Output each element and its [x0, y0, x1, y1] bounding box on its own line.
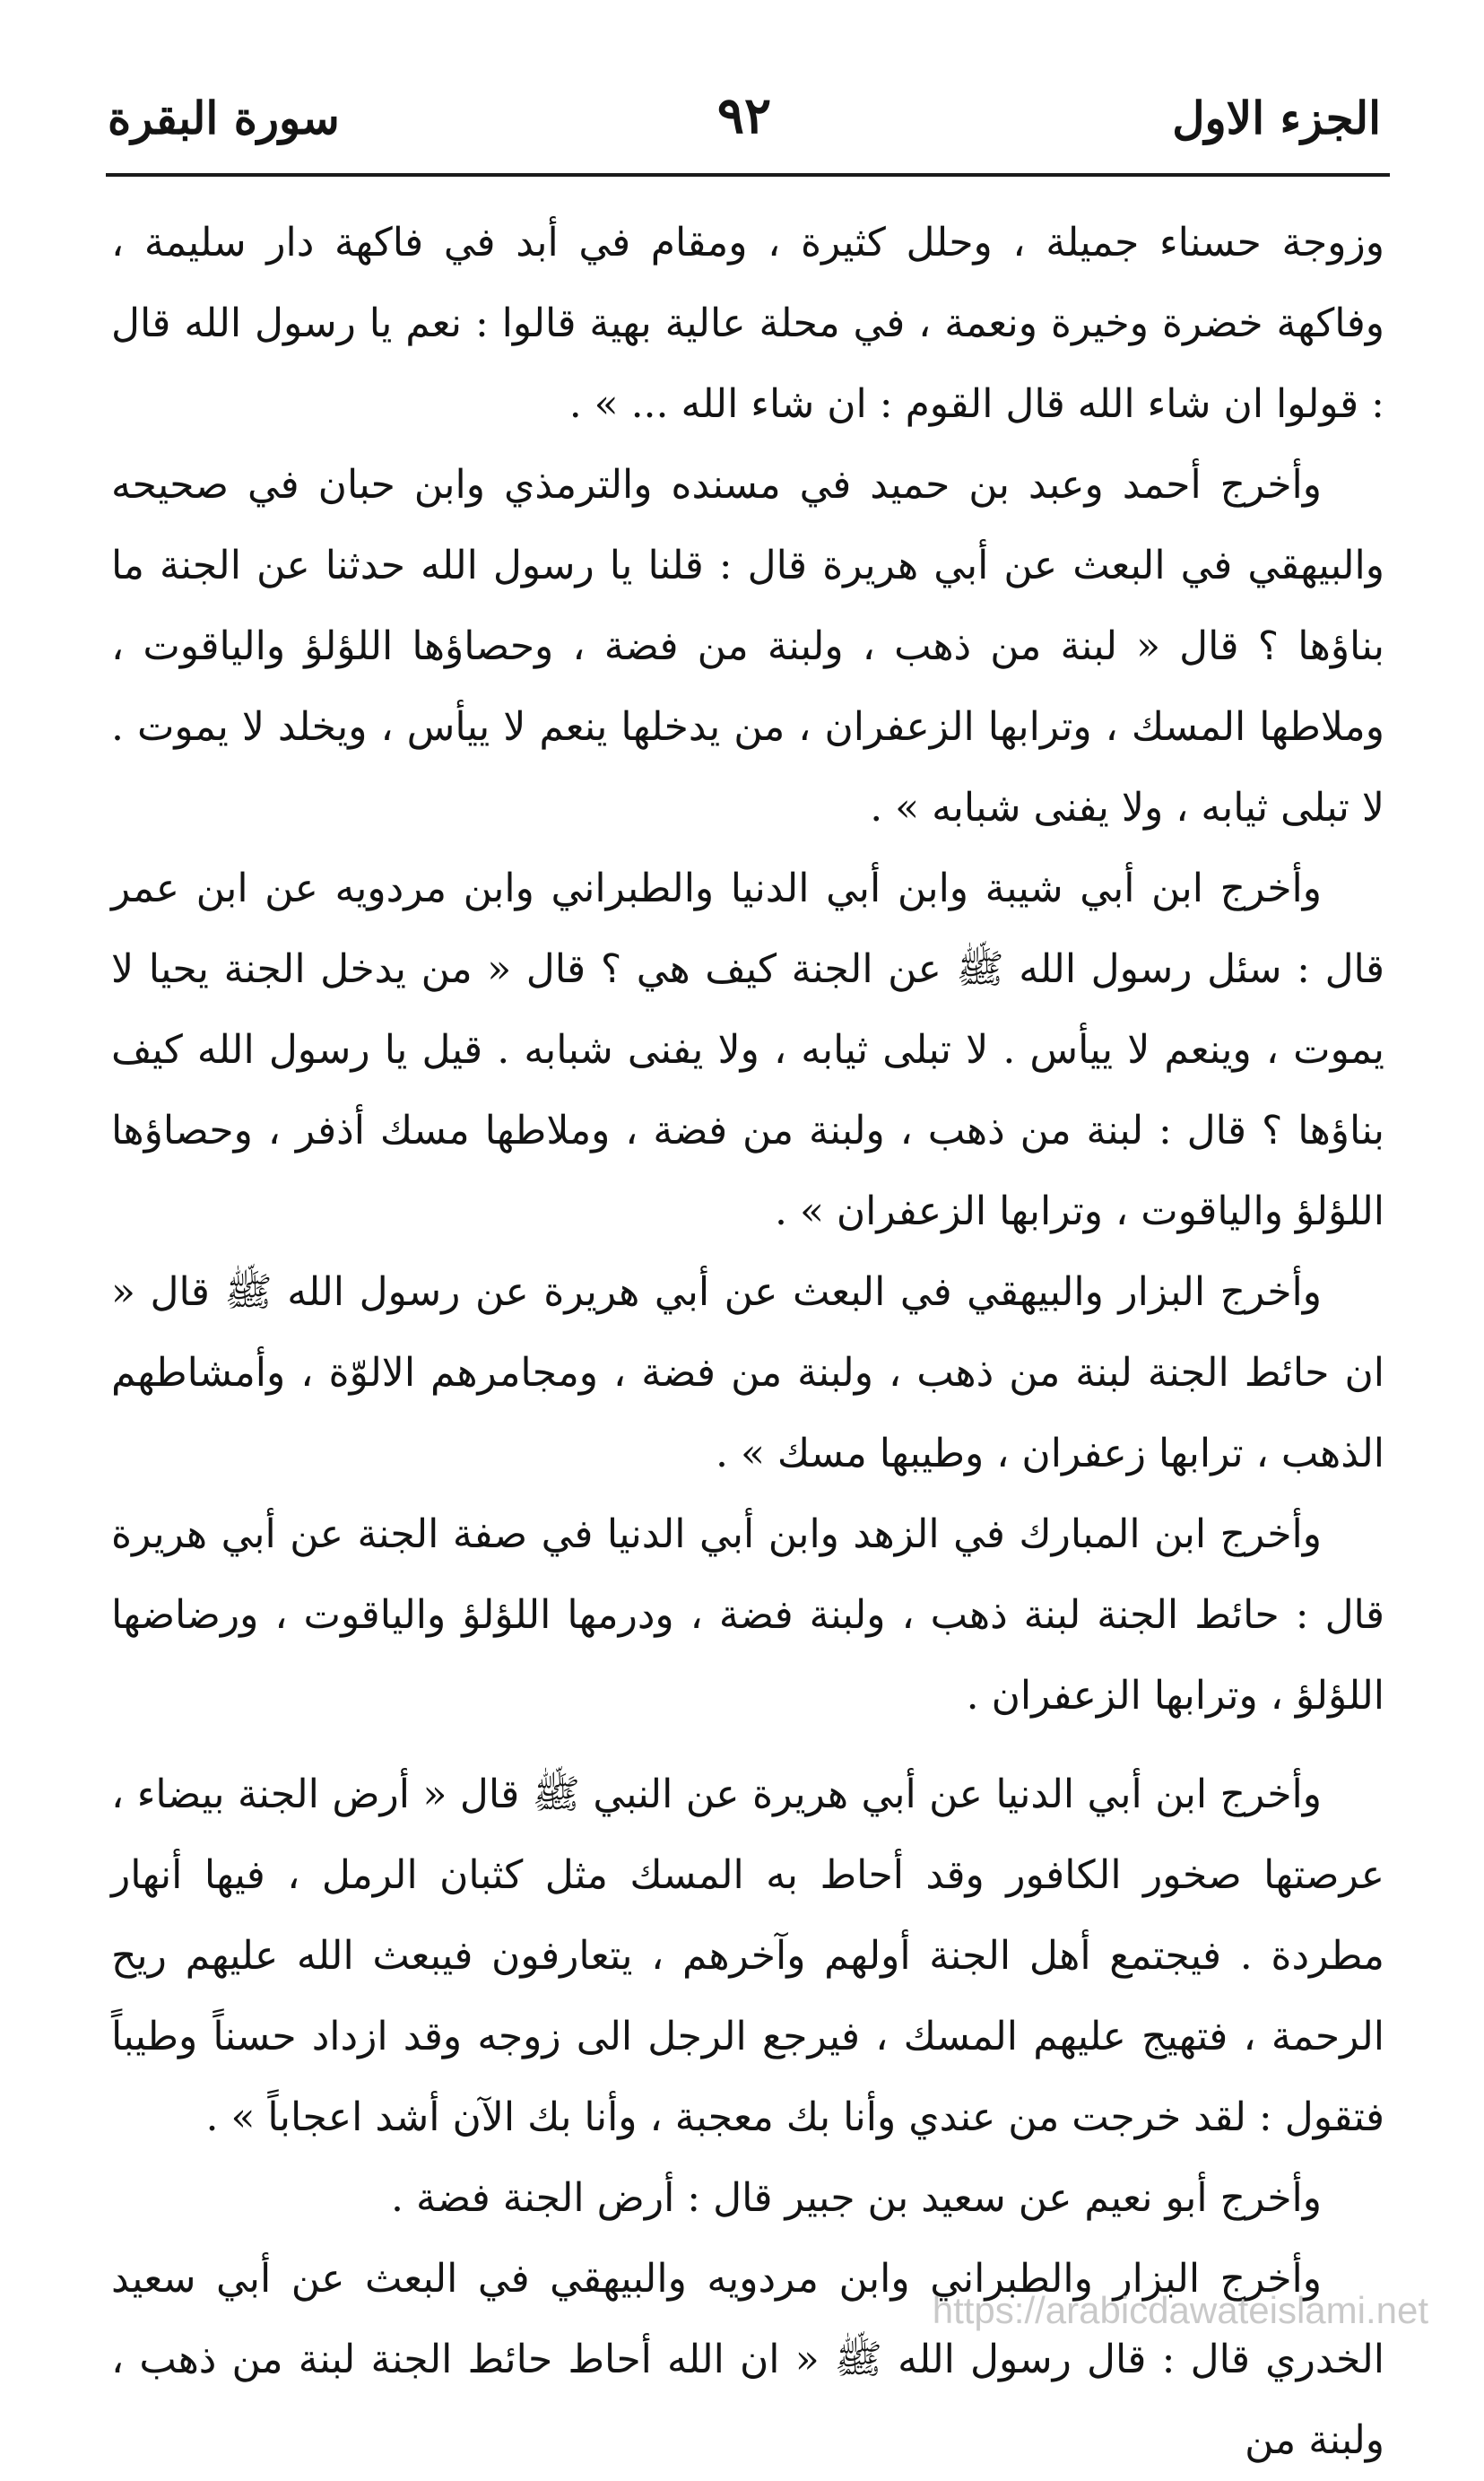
paragraph: وأخرج ابن أبي شيبة وابن أبي الدنيا والطبراني وابن مردويه عن ابن عمر قال : سئل رسول الله ﷺ عن الجنة كيف هي ؟ قال « من يدخل الجنة يحيا لا يموت ، وينعم لا ييأس . لا تبلى ثيابه ، ولا يفنى شبابه . قيل يا رسول الله كيف بناؤها ؟ قال : لبنة من ذهب ، ولبنة من فضة ، وملاطها مسك أذفر ، وحصاؤها اللؤلؤ والياقوت ، وترابها الزعفران » .	[111, 866, 1384, 1234]
page-header	[108, 56, 1381, 145]
part-title: الجزء الاول	[1172, 91, 1381, 144]
watermark-url: https://arabicdawateislami.net	[932, 2289, 1428, 2331]
paragraph: وأخرج أبو نعيم عن سعيد بن جبير قال : أرض الجنة فضة .	[391, 2175, 1322, 2221]
paragraph: وزوجة حسناء جميلة ، وحلل كثيرة ، ومقام في أبد في فاكهة دار سليمة ، وفاكهة خضرة وخيرة ونعمة ، في محلة عالية بهية قالوا : نعم يا رسول الله قال : قولوا ان شاء الله قال القوم : ان شاء الله ... » .	[111, 220, 1384, 427]
paragraph: وأخرج ابن المبارك في الزهد وابن أبي الدنيا في صفة الجنة عن أبي هريرة قال : حائط الجنة لبنة ذهب ، ولبنة فضة ، ودرمها اللؤلؤ والياقوت ، ورضاضها اللؤلؤ ، وترابها الزعفران .	[111, 1511, 1384, 1719]
paragraph: وأخرج أحمد وعبد بن حميد في مسنده والترمذي وابن حبان في صحيحه والبيهقي في البعث عن أبي هريرة قال : قلنا يا رسول الله حدثنا عن الجنة ما بناؤها ؟ قال « لبنة من ذهب ، ولبنة من فضة ، وحصاؤها اللؤلؤ والياقوت ، وملاطها المسك ، وترابها الزعفران ، من يدخلها ينعم لا ييأس ، ويخلد لا يموت . لا تبلى ثيابه ، ولا يفنى شبابه » .	[111, 462, 1384, 831]
page-body	[111, 203, 1384, 2481]
paragraph: وأخرج البزار والبيهقي في البعث عن أبي هريرة عن رسول الله ﷺ قال « ان حائط الجنة لبنة من ذهب ، ولبنة من فضة ، ومجامرهم الالوّة ، وأمشاطهم الذهب ، ترابها زعفران ، وطيبها مسك » .	[111, 1269, 1384, 1476]
header-rule	[106, 173, 1390, 177]
paragraph: وأخرج ابن أبي الدنيا عن أبي هريرة عن النبي ﷺ قال « أرض الجنة بيضاء ، عرصتها صخور الكافور وقد أحاط به المسك مثل كثبان الرمل ، فيها أنهار مطردة . فيجتمع أهل الجنة أولهم وآخرهم ، يتعارفون فيبعث الله عليهم ريح الرحمة ، فتهيج عليهم المسك ، فيرجع الرجل الى زوجه وقد ازداد حسناً وطيباً فتقول : لقد خرجت من عندي وأنا بك معجبة ، وأنا بك الآن أشد اعجاباً » .	[111, 1772, 1384, 2140]
surah-title: سورة البقرة	[108, 91, 340, 144]
page-number: ٩٢	[716, 86, 772, 145]
paragraph-gap	[111, 1737, 1384, 1754]
paragraph: وأخرج البزار والطبراني وابن مردويه والبيهقي في البعث عن أبي سعيد الخدري قال : قال رسول الله ﷺ « ان الله أحاط حائط الجنة لبنة من ذهب ، ولبنة من	[111, 2256, 1384, 2463]
